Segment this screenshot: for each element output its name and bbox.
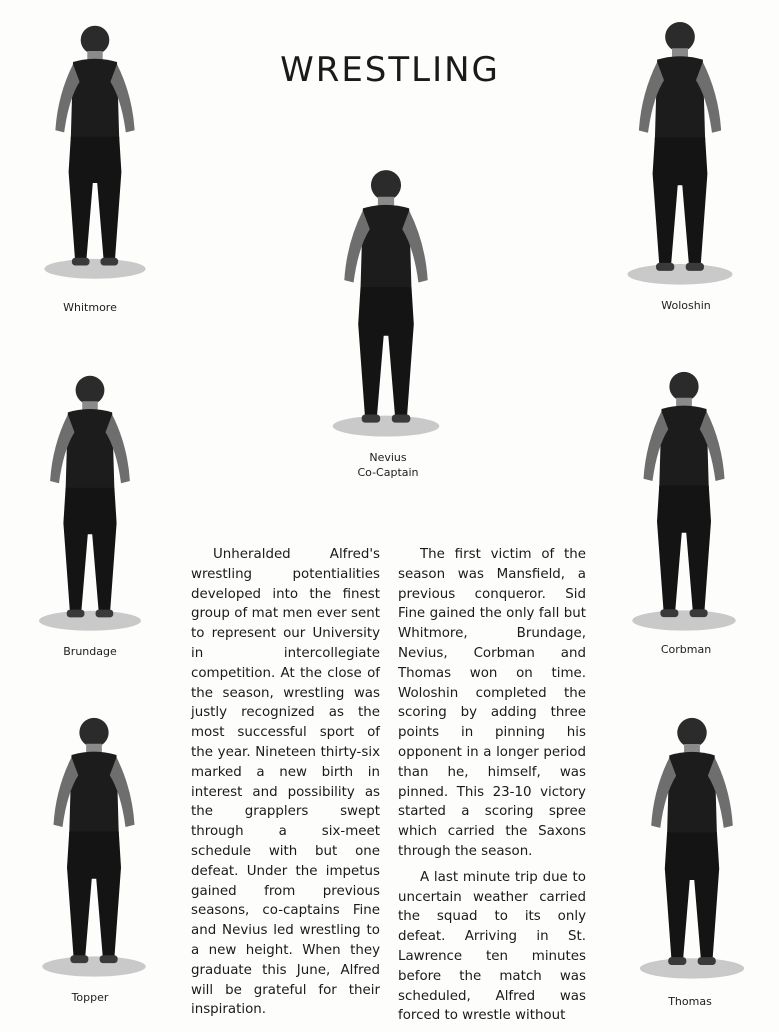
article-paragraph: The first victim of the season was Mansfield, a previous conqueror. Sid Fine gained the only fall but Whitmore, Brundage, Nevius, Corbman and Thomas won on time. Woloshin completed the scoring by adding three points in pinning his opponent in a longer period than he, himself, was pinned. This 23-10 victory started a scoring spree which carried the Saxons through the season. — [398, 547, 586, 859]
article-paragraph: A last minute trip due to uncertain weather carried the squad to its only defeat. Arriving in St. Lawrence ten minutes before the match was scheduled, Alfred was forced to wrestle without — [398, 869, 586, 1024]
wrestler-figure — [20, 368, 160, 634]
wrestler-photo-whitmore — [40, 12, 150, 288]
wrestler-figure — [40, 12, 150, 288]
article-column-left — [191, 545, 380, 1026]
wrestler-name: Corbman — [660, 643, 712, 656]
wrestler-photo-brundage — [20, 368, 160, 634]
wrestler-photo-thomas — [622, 710, 762, 982]
wrestler-photo-nevius — [298, 162, 474, 440]
wrestler-photo-topper — [10, 710, 178, 980]
wrestler-caption — [636, 298, 736, 313]
wrestler-caption — [40, 300, 140, 315]
wrestler-role: Co-Captain — [357, 466, 419, 479]
wrestler-photo-woloshin — [600, 14, 760, 288]
wrestler-photo-corbman — [604, 364, 764, 634]
article-column-right — [398, 545, 586, 1032]
wrestler-caption — [640, 994, 740, 1009]
wrestler-caption — [338, 450, 438, 480]
wrestler-name: Nevius — [369, 451, 407, 464]
wrestler-caption — [636, 642, 736, 657]
article-paragraph: Unheralded Alfred's wrestling potentialities developed into the finest group of mat men ever sent to represent our University in intercollegiate competition. At the close of the season, wrestling was justly recognized as the most successful sport of the year. Nineteen thirty-six marked a new birth in interest and possibility as the grapplers swept through a six-meet schedule with but one defeat. Under the impetus gained from previous seasons, co-captains Fine and Nevius led wrestling to a new height. When they graduate this June, Alfred will be grateful for their inspiration. — [191, 547, 380, 1018]
wrestler-name: Woloshin — [661, 299, 711, 312]
wrestler-name: Brundage — [63, 645, 117, 658]
wrestler-figure — [622, 710, 762, 982]
wrestler-figure — [298, 162, 474, 440]
wrestler-figure — [600, 14, 760, 288]
wrestler-name: Whitmore — [63, 301, 117, 314]
wrestler-figure — [604, 364, 764, 634]
wrestler-name: Thomas — [668, 995, 712, 1008]
page-title: WRESTLING — [280, 50, 500, 90]
wrestler-name: Topper — [71, 991, 109, 1004]
wrestler-caption — [40, 644, 140, 659]
wrestler-caption — [40, 990, 140, 1005]
wrestler-figure — [10, 710, 178, 980]
